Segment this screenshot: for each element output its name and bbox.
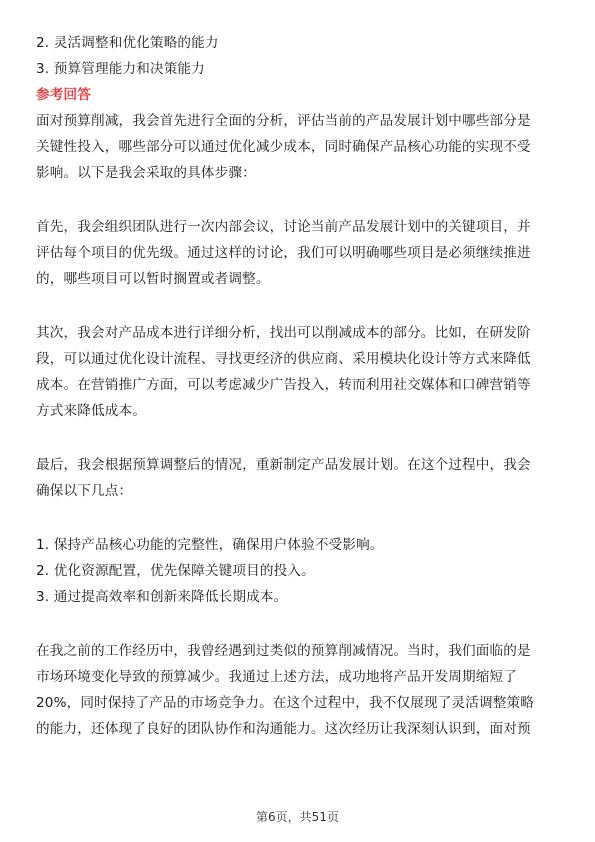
- document-page: [36, 30, 566, 742]
- paragraph-line: 的能力，还体现了良好的团队协作和沟通能力。这次经历让我深刻认识到，面对预: [36, 721, 531, 737]
- paragraph-line: 评估每个项目的优先级。通过这样的讨论，我们可以明确哪些项目是必须继续推进: [36, 245, 531, 261]
- intro-line: 影响。以下是我会采取的具体步骤：: [36, 165, 256, 181]
- paragraph-line: 确保以下几点：: [36, 483, 133, 499]
- paragraph-line: 其次，我会对产品成本进行详细分析，找出可以削减成本的部分。比如，在研发阶: [36, 325, 531, 341]
- paragraph-line: 在我之前的工作经历中，我曾经遇到过类似的预算削减情况。当时，我们面临的是: [36, 643, 531, 659]
- page-number: 第6页，共51页: [256, 810, 339, 824]
- list-item: 1. 保持产品核心功能的完整性，确保用户体验不受影响。: [36, 537, 384, 553]
- paragraph-line: 方式来降低成本。: [36, 403, 146, 419]
- paragraph-line: 20%，同时保持了产品的市场竞争力。在这个过程中，我不仅展现了灵活调整策略: [36, 695, 534, 711]
- paragraph-line: 的，哪些项目可以暂时搁置或者调整。: [36, 271, 270, 287]
- answer-heading: 参考回答: [36, 87, 91, 103]
- list-item: 2. 灵活调整和优化策略的能力: [36, 35, 219, 51]
- intro-line: 关键性投入，哪些部分可以通过优化减少成本，同时确保产品核心功能的实现不受: [36, 139, 531, 155]
- intro-line: 面对预算削减，我会首先进行全面的分析，评估当前的产品发展计划中哪些部分是: [36, 113, 531, 129]
- list-item: 3. 通过提高效率和创新来降低长期成本。: [36, 589, 288, 605]
- paragraph-line: 最后，我会根据预算调整后的情况，重新制定产品发展计划。在这个过程中，我会: [36, 457, 531, 473]
- paragraph-line: 市场环境变化导致的预算减少。我通过上述方法，成功地将产品开发周期缩短了: [36, 669, 518, 685]
- list-item: 3. 预算管理能力和决策能力: [36, 61, 205, 77]
- list-item: 2. 优化资源配置，优先保障关键项目的投入。: [36, 563, 315, 579]
- paragraph-line: 段，可以通过优化设计流程、寻找更经济的供应商、采用模块化设计等方式来降低: [36, 351, 531, 367]
- paragraph-line: 首先，我会组织团队进行一次内部会议，讨论当前产品发展计划中的关键项目，并: [36, 219, 531, 235]
- paragraph-line: 成本。在营销推广方面，可以考虑减少广告投入，转而利用社交媒体和口碑营销等: [36, 377, 531, 393]
